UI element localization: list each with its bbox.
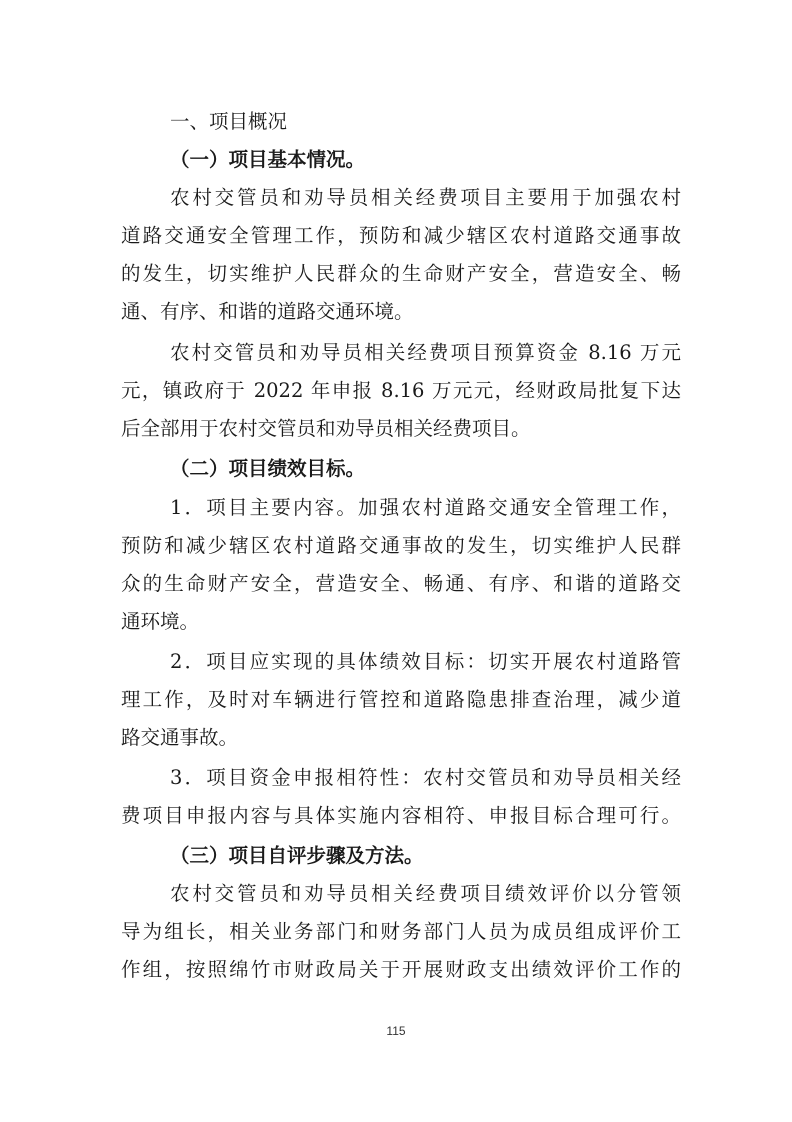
paragraph-line: 通环境。 — [121, 610, 200, 633]
paragraph-line: 道路交通安全管理工作，预防和减少辖区农村道路交通事故 — [121, 224, 681, 247]
paragraph-line: 2．项目应实现的具体绩效目标：切实开展农村道路管 — [170, 650, 681, 673]
paragraph-line: 通、有序、和谐的道路交通环境。 — [121, 300, 414, 323]
paragraph-line: 1．项目主要内容。加强农村道路交通安全管理工作， — [170, 496, 681, 519]
paragraph-line: 元，镇政府于 2022 年申报 8.16 万元元，经财政局批复下达 — [121, 379, 681, 402]
paragraph-line: 众的生命财产安全，营造安全、畅通、有序、和谐的道路交 — [121, 572, 681, 595]
paragraph-line: 作组，按照绵竹市财政局关于开展财政支出绩效评价工作的 — [121, 958, 681, 981]
paragraph-line: 导为组长，相关业务部门和财务部门人员为成员组成评价工 — [121, 920, 681, 943]
paragraph-line: 路交通事故。 — [121, 726, 239, 749]
paragraph-line: 预防和减少辖区农村道路交通事故的发生，切实维护人民群 — [121, 534, 681, 557]
paragraph-line: 农村交管员和劝导员相关经费项目绩效评价以分管领 — [170, 882, 681, 905]
sub-heading-performance-goals: （二）项目绩效目标。 — [170, 457, 366, 480]
paragraph-line: 农村交管员和劝导员相关经费项目主要用于加强农村 — [170, 186, 681, 209]
paragraph-line: 3．项目资金申报相符性：农村交管员和劝导员相关经 — [170, 766, 681, 789]
paragraph-line: 后全部用于农村交管员和劝导员相关经费项目。 — [121, 417, 531, 440]
paragraph-line: 农村交管员和劝导员相关经费项目预算资金 8.16 万元 — [170, 341, 681, 364]
page-number: 115 — [386, 1024, 406, 1038]
paragraph-line: 理工作，及时对车辆进行管控和道路隐患排查治理，减少道 — [121, 688, 681, 711]
sub-heading-self-evaluation: （三）项目自评步骤及方法。 — [170, 844, 424, 867]
section-title: 一、项目概况 — [170, 110, 288, 133]
paragraph-line: 费项目申报内容与具体实施内容相符、申报目标合理可行。 — [121, 804, 681, 827]
sub-heading-basic-info: （一）项目基本情况。 — [170, 148, 366, 171]
paragraph-line: 的发生，切实维护人民群众的生命财产安全，营造安全、畅 — [121, 262, 681, 285]
